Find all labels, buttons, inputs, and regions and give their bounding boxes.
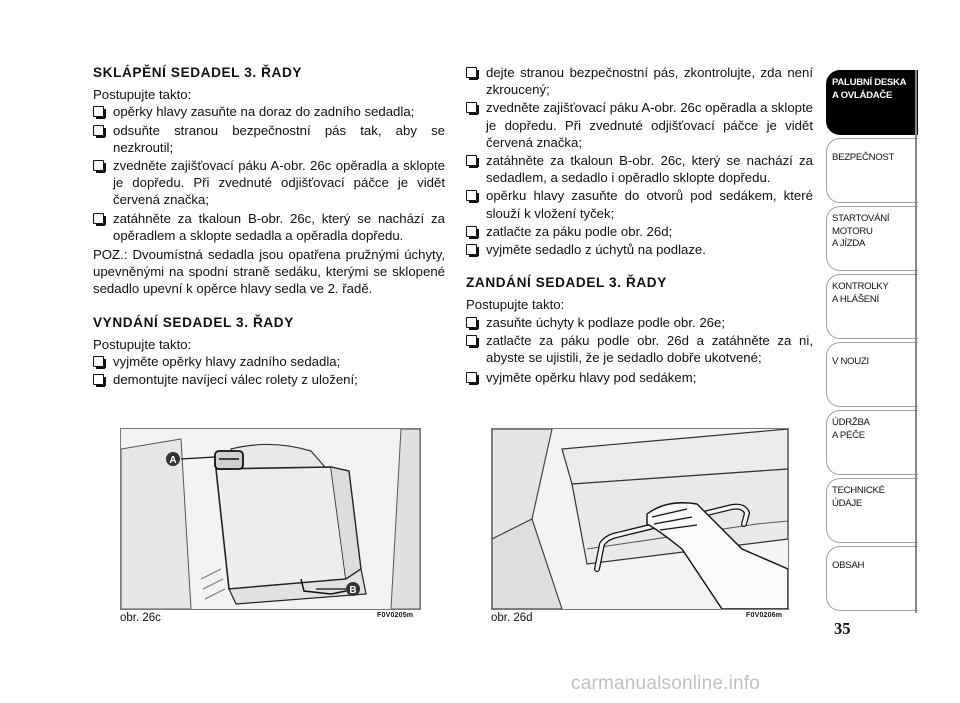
instruction-list bbox=[466, 64, 813, 258]
tab-safety[interactable]: BEZPEČNOST bbox=[826, 138, 918, 203]
right-column bbox=[466, 64, 813, 387]
figure-code: F0V0206m bbox=[746, 612, 783, 619]
left-column bbox=[93, 64, 445, 389]
checkbox-bullet-icon bbox=[93, 125, 104, 136]
figure-26c bbox=[120, 428, 421, 610]
seat-lever-illustration bbox=[492, 429, 788, 609]
tab-warning-lights[interactable]: KONTROLKY A HLÁŠENÍ bbox=[826, 274, 918, 339]
list-item: vyjměte opěrku hlavy pod sedákem; bbox=[466, 369, 813, 386]
checkbox-bullet-icon bbox=[466, 335, 477, 346]
instruction-list bbox=[466, 314, 813, 387]
list-item: demontujte navíjecí válec rolety z uložení; bbox=[93, 371, 445, 388]
list-item: dejte stranou bezpečnostní pás, zkontrolujte, zda není zkroucený; bbox=[466, 64, 813, 98]
watermark: carmanualsonline.info bbox=[571, 673, 761, 694]
figure-label-b: B bbox=[349, 585, 357, 596]
checkbox-bullet-icon bbox=[466, 317, 477, 328]
list-item: zvedněte zajišťovací páku A-obr. 26c opěradla a sklopte je dopředu. Při zvednuté odjišťovací páčce je vidět červená značka; bbox=[93, 157, 445, 209]
section-intro: Postupujte takto: bbox=[93, 336, 192, 352]
checkbox-bullet-icon bbox=[466, 102, 477, 113]
checkbox-bullet-icon bbox=[93, 356, 104, 367]
figure-caption: obr. 26d bbox=[491, 612, 533, 624]
chapter-sidebar bbox=[826, 70, 918, 613]
checkbox-bullet-icon bbox=[466, 226, 477, 237]
tab-starting-driving[interactable]: STARTOVÁNÍ MOTORU A JÍZDA bbox=[826, 206, 918, 271]
checkbox-bullet-icon bbox=[93, 160, 104, 171]
checkbox-bullet-icon bbox=[466, 372, 477, 383]
list-item: zvedněte zajišťovací páku A-obr. 26c opěradla a sklopte je dopředu. Při zvednuté odjišťovací páčce je vidět červená značka; bbox=[466, 99, 813, 151]
instruction-list bbox=[93, 353, 445, 388]
figure-code: F0V0205m bbox=[377, 612, 414, 619]
checkbox-bullet-icon bbox=[93, 374, 104, 385]
checkbox-bullet-icon bbox=[93, 213, 104, 224]
list-item: zatlačte za páku podle obr. 26d a zatáhněte za ni, abyste se ujistili, že je sedadlo dobře ukotvené; bbox=[466, 332, 813, 366]
seat-folding-illustration bbox=[121, 429, 420, 609]
figure-26d bbox=[491, 428, 789, 610]
list-item: zatáhněte za tkaloun B-obr. 26c, který se nachází za sedadlem, a sedadlo i opěradlo sklopte dopředu. bbox=[466, 152, 813, 186]
section-heading-folding: SKLÁPĚNÍ SEDADEL 3. ŘADY bbox=[93, 65, 303, 80]
section-intro: Postupujte takto: bbox=[466, 297, 565, 313]
list-item: vyjměte opěrky hlavy zadního sedadla; bbox=[93, 353, 445, 370]
list-item: opěrky hlavy zasuňte na doraz do zadního sedadla; bbox=[93, 103, 445, 120]
tab-emergency[interactable]: V NOUZI bbox=[826, 342, 918, 407]
section-heading-removing: VYNDÁNÍ SEDADEL 3. ŘADY bbox=[93, 314, 294, 330]
tab-technical-data[interactable]: TECHNICKÉ ÚDAJE bbox=[826, 478, 918, 543]
list-item: zasuňte úchyty k podlaze podle obr. 26e; bbox=[466, 314, 813, 331]
checkbox-bullet-icon bbox=[466, 155, 477, 166]
note-paragraph: POZ.: Dvoumístná sedadla jsou opatřena pružnými úchyty, upevněnými na spodní straně sedáku, kterými se sklopené sedadlo upevní k opěrce hlavy sedla ve 2. řadě. bbox=[93, 247, 445, 297]
tab-dashboard-controls[interactable]: PALUBNÍ DESKA A OVLÁDAČE bbox=[826, 70, 918, 135]
section-intro: Postupujte takto: bbox=[93, 87, 192, 103]
list-item: vyjměte sedadlo z úchytů na podlaze. bbox=[466, 241, 813, 258]
sidebar-divider bbox=[915, 70, 917, 613]
list-item: zatlačte za páku podle obr. 26d; bbox=[466, 223, 813, 240]
list-item: zatáhněte za tkaloun B-obr. 26c, který se nachází za opěradlem a sklopte sedadla a opěradla dopředu. bbox=[93, 210, 445, 244]
checkbox-bullet-icon bbox=[466, 67, 477, 78]
checkbox-bullet-icon bbox=[93, 106, 104, 117]
tab-maintenance[interactable]: ÚDRŽBA A PÉČE bbox=[826, 410, 918, 475]
checkbox-bullet-icon bbox=[466, 244, 477, 255]
figure-caption: obr. 26c bbox=[120, 612, 161, 624]
list-item: opěrku hlavy zasuňte do otvorů pod sedákem, které slouží k vložení tyček; bbox=[466, 187, 813, 221]
list-item: odsuňte stranou bezpečnostní pás tak, aby se nezkroutil; bbox=[93, 122, 445, 156]
checkbox-bullet-icon bbox=[466, 190, 477, 201]
page-number: 35 bbox=[834, 619, 851, 638]
figure-label-a: A bbox=[169, 455, 177, 466]
section-heading-installing: ZANDÁNÍ SEDADEL 3. ŘADY bbox=[466, 275, 667, 291]
tab-contents[interactable]: OBSAH bbox=[826, 546, 918, 611]
instruction-list bbox=[93, 103, 445, 244]
